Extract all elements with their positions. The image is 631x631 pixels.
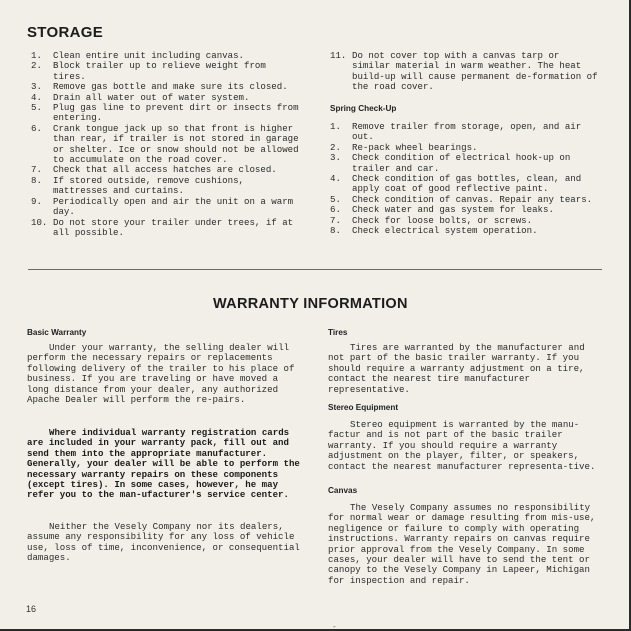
list-item: 9. Periodically open and air the unit on a warm day. [31,195,294,218]
list-item: 1. Remove trailer from storage, open, and air out. [330,121,582,143]
list-item: 5. Plug gas line to prevent dirt or insects from entering. [31,102,299,124]
canvas-paragraph: The Vesely Company assumes no responsibility for normal wear or damage resulting from mis-use, negligence or failure to comply with operating instructions. Warranty repairs on canvas require prior approval from the Vesely Company. In some cases, your dealer will have to send the tent or canopy to the Vesely Company in Lapeer, Michigan for inspection and repair. [328,502,596,586]
spring-checkup-heading: Spring Check-Up [330,104,397,113]
list-item: 2. Block trailer up to relieve weight from tires. [31,60,266,82]
list-item: 7. Check that all access hatches are closed. [31,164,277,176]
stereo-equipment-paragraph: Stereo equipment is warranted by the manu-factur and is not part of the basic trailer warranty. If you should require a warranty adjustment on the player, filter, or speakers, contact the nearest manufacturer representa-tive. [328,419,596,472]
list-item: 3. Remove gas bottle and make sure its closed. [31,81,288,93]
list-item: 11. Do not cover top with a canvas tarp or similar material in warm weather. The heat build-up will cause permanent de-formation of the road cover. [330,50,598,93]
basic-warranty-paragraph-1: Under your warranty, the selling dealer will perform the necessary repairs or replacements following delivery of the trailer to his place of business. If you are traveling or have moved a long distance from your dealer, any authorized Apache Dealer will perform the re-pairs. [27,342,295,406]
list-item: 6. Check water and gas system for leaks. [330,204,554,216]
list-item: 4. Check condition of gas bottles, clean, and apply coat of good reflective paint. [330,173,582,195]
list-item: 8. Check electrical system operation. [330,225,538,237]
list-item: 1. Clean entire unit including canvas. [31,50,244,61]
basic-warranty-paragraph-2: Where individual warranty registration cards are included in your warranty pack, fill out and send them into the appropriate manufacturer. Generally, your dealer will be able to perform the necessary warranty repairs on these components (except tires). In some cases, however, he may refer you to the man-ufacturer's service center. [27,427,300,501]
list-item: 3. Check condition of electrical hook-up on trailer and car. [330,152,571,174]
list-item: 5. Check condition of canvas. Repair any tears. [330,193,593,205]
storage-list-right [330,51,602,93]
stereo-equipment-heading: Stereo Equipment [328,403,399,412]
canvas-heading: Canvas [328,486,358,495]
storage-list-left [31,51,303,238]
list-item: 8. If stored outside, remove cushions, mattresses and curtains. [31,174,244,197]
section-divider [28,269,602,270]
basic-warranty-paragraph-3: Neither the Vesely Company nor its dealers, assume any responsibility for any loss of vehicle use, loss of time, inconvenience, or consequential damages. [27,521,300,564]
list-item: 4. Drain all water out of water system. [31,91,250,103]
spring-checkup-list [330,122,606,236]
list-item: 6. Crank tongue jack up so that front is higher than rear, if trailer is not stored in garage or shelter. Ice or snow should not be allowed to accumulate on the road cover. [31,122,299,166]
list-item: 10. Do not store your trailer under trees, if at all possible. [31,216,294,238]
tires-paragraph: Tires are warranted by the manufacturer and not part of the basic trailer warranty. If you should require a warranty adjustment on a tire, contact the nearest tire manufacturer representative. [328,342,585,395]
list-item: 7. Check for loose bolts, or screws. [330,214,533,226]
page-number: 16 [26,604,37,614]
tires-heading: Tires [328,328,348,337]
footer-mark: - [333,622,336,631]
basic-warranty-heading: Basic Warranty [27,328,87,337]
warranty-heading: WARRANTY INFORMATION [213,296,408,312]
list-item: 2. Re-pack wheel bearings. [330,141,478,153]
storage-heading: STORAGE [27,24,104,41]
